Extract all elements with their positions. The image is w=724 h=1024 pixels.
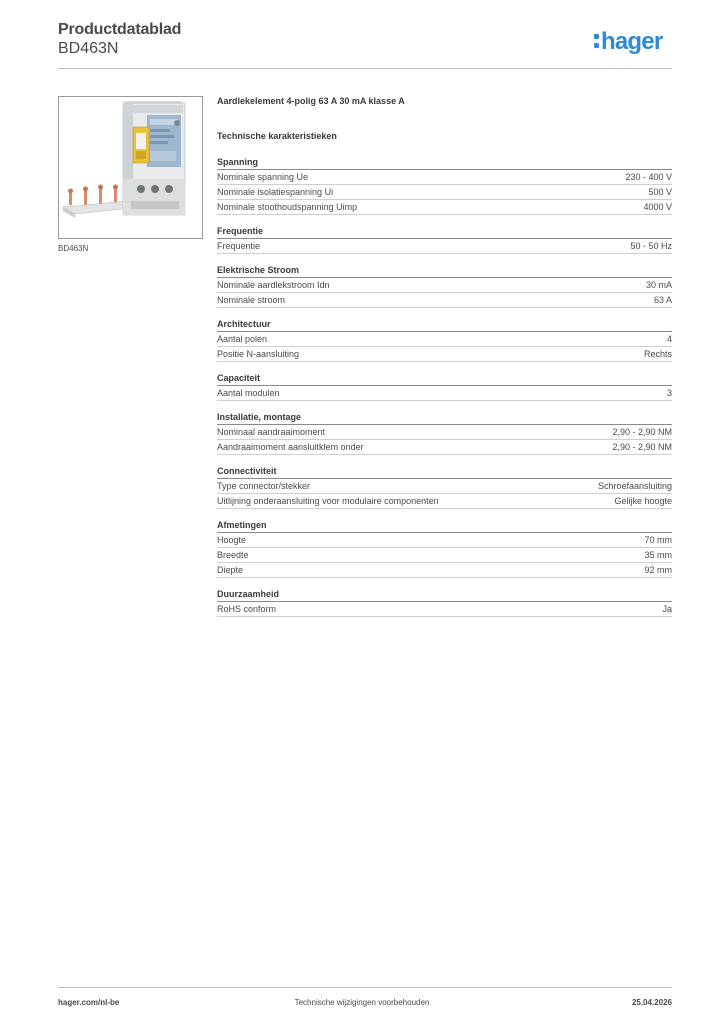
- spec-row: [217, 200, 672, 215]
- spec-row: [217, 548, 672, 563]
- spec-value: 230 - 400 V: [625, 172, 672, 182]
- spec-value: 92 mm: [644, 565, 672, 575]
- spec-label: RoHS conform: [217, 604, 277, 614]
- spec-label: Positie N-aansluiting: [217, 349, 300, 359]
- spec-row: [217, 185, 672, 200]
- rcd-device-icon: [59, 97, 202, 238]
- spec-section: [217, 519, 672, 578]
- spec-label: Breedte: [217, 550, 249, 560]
- spec-value: 30 mA: [645, 280, 672, 290]
- spec-label: Nominaal aandraaimoment: [217, 427, 326, 437]
- spec-value: Ja: [662, 604, 672, 614]
- spec-row: [217, 602, 672, 617]
- spec-section: [217, 318, 672, 362]
- spec-section: [217, 588, 672, 617]
- spec-row: [217, 293, 672, 308]
- section-title: Frequentie: [217, 225, 672, 239]
- spec-value: Rechts: [643, 349, 672, 359]
- spec-label: Frequentie: [217, 241, 261, 251]
- spec-value: 70 mm: [644, 535, 672, 545]
- section-title: Spanning: [217, 156, 672, 170]
- section-title: Architectuur: [217, 318, 672, 332]
- tech-heading: Technische karakteristieken: [217, 131, 337, 141]
- footer-divider: [58, 987, 672, 988]
- spec-value: 50 - 50 Hz: [630, 241, 672, 251]
- spec-label: Nominale stroom: [217, 295, 286, 305]
- spec-row: [217, 494, 672, 509]
- section-title: Afmetingen: [217, 519, 672, 533]
- spec-label: Uitlijning onderaansluiting voor modulaire componenten: [217, 496, 439, 506]
- spec-value: 2,90 - 2,90 NM: [612, 442, 672, 452]
- product-title: Aardlekelement 4-polig 63 A 30 mA klasse A: [217, 96, 405, 106]
- spec-row: [217, 563, 672, 578]
- spec-section: [217, 372, 672, 401]
- product-image: [58, 96, 203, 239]
- spec-label: Aantal modulen: [217, 388, 280, 398]
- spec-value: 63 A: [653, 295, 672, 305]
- spec-row: [217, 170, 672, 185]
- spec-label: Hoogte: [217, 535, 247, 545]
- spec-row: [217, 239, 672, 254]
- spec-value: 500 V: [648, 187, 672, 197]
- spec-label: Nominale aardlekstroom Idn: [217, 280, 330, 290]
- logo-text: hager: [601, 28, 663, 55]
- spec-row: [217, 332, 672, 347]
- section-title: Installatie, montage: [217, 411, 672, 425]
- spec-label: Diepte: [217, 565, 244, 575]
- spec-value: 2,90 - 2,90 NM: [612, 427, 672, 437]
- spec-label: Aantal polen: [217, 334, 268, 344]
- spec-section: [217, 411, 672, 455]
- product-code: BD463N: [58, 40, 119, 57]
- section-title: Capaciteit: [217, 372, 672, 386]
- spec-value: 35 mm: [644, 550, 672, 560]
- section-title: Duurzaamheid: [217, 588, 672, 602]
- spec-row: [217, 347, 672, 362]
- spec-value: Gelijke hoogte: [614, 496, 672, 506]
- footer-notice: Technische wijzigingen voorbehouden: [294, 998, 430, 1007]
- section-title: Elektrische Stroom: [217, 264, 672, 278]
- spec-label: Nominale isolatiespanning Ui: [217, 187, 334, 197]
- spec-label: Type connector/stekker: [217, 481, 311, 491]
- spec-section: [217, 225, 672, 254]
- spec-row: [217, 386, 672, 401]
- spec-value: 4: [666, 334, 672, 344]
- spec-row: [217, 533, 672, 548]
- spec-value: 4000 V: [643, 202, 672, 212]
- document-title: Productdatablad: [58, 21, 182, 38]
- header-divider: [58, 68, 672, 69]
- specifications: [217, 96, 672, 627]
- spec-label: Nominale stoothoudspanning Uimp: [217, 202, 358, 212]
- section-title: Connectiviteit: [217, 465, 672, 479]
- image-caption: BD463N: [58, 244, 89, 253]
- spec-value: Schroefaansluiting: [597, 481, 672, 491]
- spec-row: [217, 278, 672, 293]
- footer-date: 25.04.2026: [631, 998, 672, 1007]
- spec-section: [217, 264, 672, 308]
- logo-dots-icon: [594, 34, 599, 50]
- spec-row: [217, 440, 672, 455]
- footer-website: hager.com/nl-be: [58, 998, 120, 1007]
- spec-section: [217, 465, 672, 509]
- spec-label: Aandraaimoment aansluitklem onder: [217, 442, 364, 452]
- spec-row: [217, 425, 672, 440]
- spec-value: 3: [666, 388, 672, 398]
- spec-sections: [217, 156, 672, 617]
- hager-logo: [594, 28, 662, 56]
- spec-row: [217, 479, 672, 494]
- spec-section: [217, 156, 672, 215]
- spec-label: Nominale spanning Ue: [217, 172, 309, 182]
